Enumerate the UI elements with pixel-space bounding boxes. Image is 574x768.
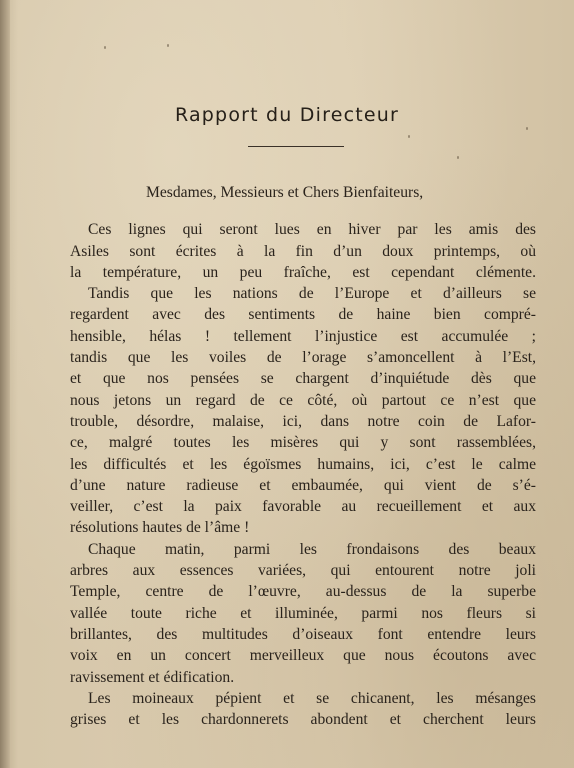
- text-line: brillantes, des multitudes d’oiseaux font entendre leurs: [70, 625, 536, 643]
- text-line: veiller, c’est la paix favorable au recueillement et aux: [70, 498, 536, 516]
- text-line: Chaque matin, parmi les frondaisons des beaux: [88, 540, 536, 558]
- text-line: Ces lignes qui seront lues en hiver par les amis des: [88, 221, 536, 239]
- paper-speck: [408, 135, 410, 138]
- text-line: la température, un peu fraîche, est cependant clémente.: [70, 263, 536, 281]
- text-line: d’une nature radieuse et embaumée, qui vient de s’é-: [70, 476, 536, 494]
- text-line: les difficultés et les égoïsmes humains, ici, c’est le calme: [70, 455, 536, 473]
- text-line: grises et les chardonnerets abondent et cherchent leurs: [70, 711, 536, 729]
- text-line: hensible, hélas ! tellement l’injustice est accumulée ;: [70, 327, 536, 345]
- text-line: vallée toute riche et illuminée, parmi nos fleurs si: [70, 604, 536, 622]
- text-line: résolutions hautes de l’âme !: [70, 519, 250, 537]
- salutation-line: Mesdames, Messieurs et Chers Bienfaiteurs,: [146, 184, 424, 201]
- report-body: [70, 182, 536, 730]
- paper-speck: [457, 156, 459, 159]
- text-line: ce, malgré toutes les misères qui y sont rassemblées,: [70, 434, 536, 452]
- text-line: tandis que les voiles de l’orage s’amoncellent à l’Est,: [70, 349, 536, 367]
- text-line: arbres aux essences variées, qui entourent notre joli: [70, 562, 536, 580]
- text-line: regardent avec des sentiments de haine bien compré-: [70, 306, 536, 324]
- paper-speck: [104, 46, 106, 49]
- text-line: trouble, désordre, malaise, ici, dans notre coin de Lafor-: [70, 412, 536, 430]
- title-rule: [248, 146, 344, 147]
- text-line: Temple, centre de l’œuvre, au-dessus de la superbe: [70, 583, 536, 601]
- paper-speck: [167, 44, 169, 47]
- paper-speck: [526, 127, 528, 130]
- text-line: nous jetons un regard de ce côté, où partout ce n’est que: [70, 391, 536, 409]
- page-title: Rapport du Directeur: [174, 104, 400, 126]
- text-line: et que nos pensées se chargent d’inquiétude dès que: [70, 370, 536, 388]
- text-line: Les moineaux pépient et se chicanent, les mésanges: [88, 689, 536, 707]
- text-line: ravissement et édification.: [70, 668, 235, 686]
- paragraph-lines: [70, 219, 536, 730]
- text-line: Tandis que les nations de l’Europe et d’ailleurs se: [88, 285, 536, 303]
- text-line: voix en un concert merveilleux que nous écoutons avec: [70, 647, 536, 665]
- text-line: Asiles sont écrites à la fin d’un doux printemps, où: [70, 242, 536, 260]
